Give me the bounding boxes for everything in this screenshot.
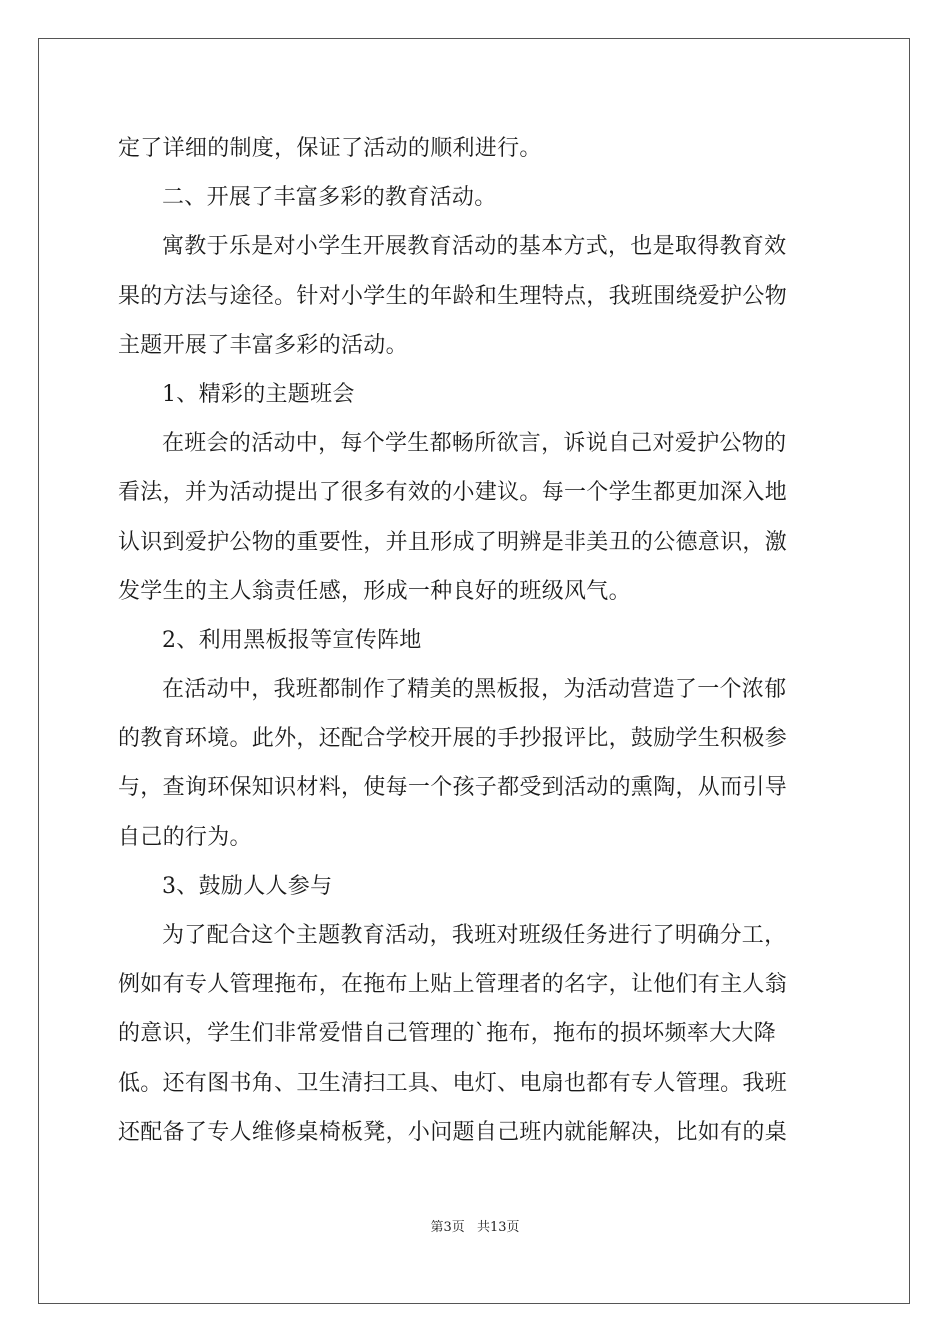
text-line: 在活动中，我班都制作了精美的黑板报，为活动营造了一个浓郁 — [162, 677, 787, 703]
text-line: 与，查询环保知识材料，使每一个孩子都受到活动的熏陶，从而引导 — [118, 775, 788, 801]
text-line: 在班会的活动中，每个学生都畅所欲言，诉说自己对爱护公物的 — [162, 431, 787, 457]
text-line: 寓教于乐是对小学生开展教育活动的基本方式，也是取得教育效 — [162, 234, 787, 260]
text-line: 主题开展了丰富多彩的活动。 — [118, 332, 408, 358]
text-line: 的意识，学生们非常爱惜自己管理的`拖布，拖布的损坏频率大大降 — [118, 1021, 777, 1047]
page-footer — [0, 1219, 950, 1237]
text-line: 定了详细的制度，保证了活动的顺利进行。 — [118, 136, 542, 161]
text-line: 例如有专人管理拖布，在拖布上贴上管理者的名字，让他们有主人翁 — [118, 972, 788, 998]
text-line: 2、利用黑板报等宣传阵地 — [162, 627, 422, 653]
text-line: 的教育环境。此外，还配合学校开展的手抄报评比，鼓励学生积极参 — [118, 726, 788, 752]
text-line: 低。还有图书角、卫生清扫工具、电灯、电扇也都有专人管理。我班 — [118, 1070, 788, 1096]
text-line: 为了配合这个主题教育活动，我班对班级任务进行了明确分工， — [162, 923, 787, 948]
page-number: 第3页 — [430, 1220, 465, 1235]
text-line: 果的方法与途径。针对小学生的年龄和生理特点，我班围绕爱护公物 — [118, 283, 788, 309]
text-line: 3、鼓励人人参与 — [162, 873, 333, 899]
page-total: 共13页 — [476, 1220, 520, 1235]
text-line: 1、精彩的主题班会 — [162, 381, 355, 407]
text-line: 发学生的主人翁责任感，形成一种良好的班级风气。 — [118, 578, 631, 604]
document-body — [118, 124, 834, 1157]
text-line: 认识到爱护公物的重要性，并且形成了明辨是非美丑的公德意识，激 — [118, 529, 788, 555]
text-line: 还配备了专人维修桌椅板凳，小问题自己班内就能解决，比如有的桌 — [118, 1119, 788, 1145]
text-line: 二、开展了丰富多彩的教育活动。 — [162, 185, 497, 211]
text-line: 自己的行为。 — [118, 824, 252, 850]
text-line: 看法，并为活动提出了很多有效的小建议。每一个学生都更加深入地 — [118, 480, 788, 506]
